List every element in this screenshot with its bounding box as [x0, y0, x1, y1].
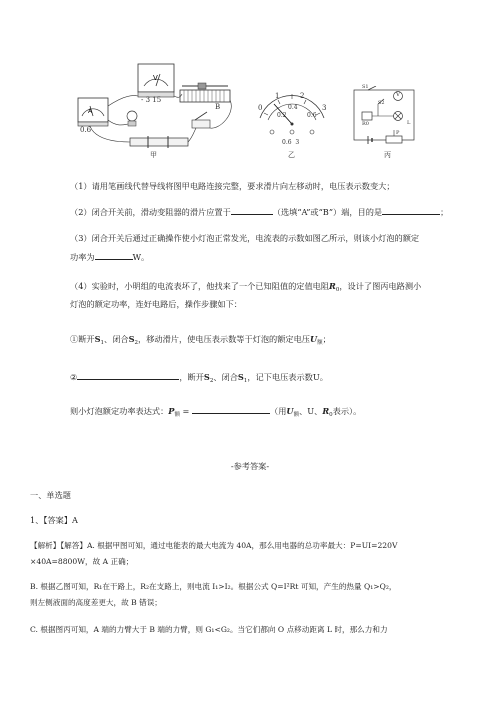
bing-label-l: L [407, 120, 411, 126]
step-1: ①断开$S_1$、闭合$S_2$，移动滑片，使电压表示数等于灯泡的额定电压$U_额$； [70, 334, 331, 346]
rheostat-label: B [215, 103, 221, 111]
question-4-line-1: （4）实验时，小明组的电流表坏了，他找来了一个已知阻值的定值电阻$R_0$，设计了图丙电路测小 [70, 281, 422, 293]
question-3-line-1: （3）闭合开关后通过正确操作使小灯泡正常发光，电流表的示数如图乙所示，则该小灯泡的额定 [70, 233, 420, 243]
bing-label-s2: S2 [378, 100, 385, 106]
meter-scale-06: 0.6 [307, 112, 317, 119]
answer-blank[interactable] [231, 205, 273, 215]
figure-jia-caption: 甲 [150, 151, 157, 159]
svg-text:V: V [153, 74, 158, 82]
voltmeter-icon [138, 64, 174, 97]
answer-blank[interactable] [192, 404, 270, 414]
rheostat-icon [180, 83, 230, 102]
step-2: ② ，断开$S_2$、闭合$S_1$，记下电压表示数U。 [70, 372, 328, 384]
explanation-line-2: ×40A=8800W，故 A 正确； [30, 557, 134, 566]
meter-scale-04: 0.4 [288, 104, 298, 111]
bing-label-p: P [396, 130, 400, 136]
question-4-line-2: 灯泡的额定功率，连好电路后，操作步骤如下： [70, 299, 242, 309]
ammeter-icon [78, 98, 108, 126]
answer-key-title: -参考答案- [230, 461, 270, 471]
explanation-line-5: C. 根据图丙可知，A 端的力臂大于 B 端的力臂，则 G₁<G₂。当它们都向 O 点移动距离 L 时，那么力和力 [30, 625, 388, 634]
figure-yi-caption: 乙 [288, 151, 295, 159]
section-heading: 一、单选题 [30, 490, 71, 500]
answer-blank[interactable] [382, 205, 440, 215]
explanation-line-4: 则左侧液面的高度差更大，故 B 错误； [30, 598, 162, 607]
meter-scale-1: 1 [275, 92, 280, 100]
answer-blank[interactable] [95, 250, 133, 260]
answer-item-1: 1、【答案】A [30, 515, 78, 525]
svg-text:A: A [88, 108, 93, 115]
figure-bing [348, 86, 420, 146]
question-3-line-2: 功率为 W。 [70, 252, 150, 262]
question-1: （1）请用笔画线代替导线将图甲电路连接完整，要求滑片向左移动时，电压表示数变大； [70, 181, 395, 191]
question-2: （2）闭合开关前，滑动变阻器的滑片应置于 （选填“A”或“B”）端，目的是 ； [70, 207, 449, 217]
power-expression: 则小灯泡额定功率表达式：$P_额$ = （用$U_额$、U、$R_0$表示）。 [70, 406, 362, 418]
explanation-line-1: 【解析】【解答】A. 根据甲图可知，通过电能表的最大电流为 40A，那么用电器的总功率最大：P=UI=220V [30, 541, 398, 550]
explanation-line-3: B. 根据乙图可知，R₁在干路上，R₂在支路上，则电流 I₁>I₂。根据公式 Q=I²Rt 可知，产生的热量 Q₁>Q₂， [30, 582, 397, 591]
bulb-icon [127, 111, 137, 126]
answer-blank[interactable] [77, 370, 179, 380]
bing-label-r0: R0 [362, 121, 369, 127]
meter-terminal-label: 0.6 3 [282, 139, 300, 146]
voltmeter-terminal-label: - 3 15 [141, 96, 162, 104]
bing-label-v: V [396, 92, 400, 98]
battery-switch-icon [130, 112, 210, 148]
meter-scale-0: 0 [258, 104, 263, 112]
ammeter-terminal-label: 0.6 [80, 126, 92, 134]
figure-bing-caption: 丙 [384, 151, 391, 159]
meter-scale-2: 2 [300, 92, 305, 100]
meter-scale-3: 3 [322, 104, 327, 112]
meter-scale-02: 0.2 [277, 112, 287, 119]
bing-label-s1: S1 [362, 84, 369, 90]
